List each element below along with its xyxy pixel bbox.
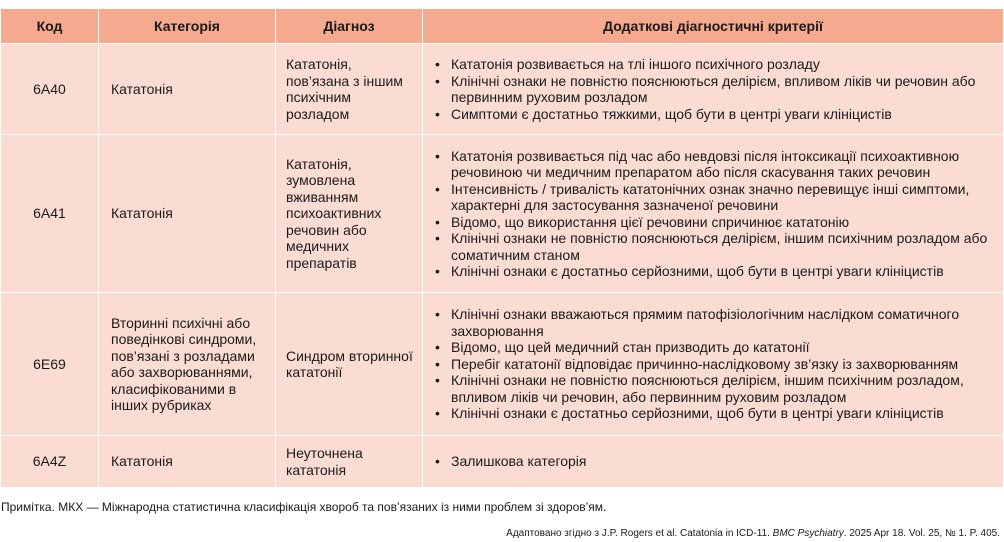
table-row xyxy=(1,44,1004,135)
table-row xyxy=(1,135,1004,293)
criterion-item: • Клінічні ознаки не повністю пояснюються делірієм, впливом ліків чи речовин або первинним руховим розладом xyxy=(433,73,997,106)
criterion-item: • Клінічні ознаки вважаються прямим патофізіологічним наслідком соматичного захворювання xyxy=(433,306,997,339)
row-diagnosis: Кататонія, пов’язана з іншим психічним розладом xyxy=(276,44,423,135)
criterion-item: • Клінічні ознаки є достатньо серйозними, щоб бути в центрі уваги клініцистів xyxy=(433,263,997,280)
row-criteria xyxy=(423,135,1004,293)
row-criteria xyxy=(423,44,1004,135)
header-code: Код xyxy=(1,9,99,44)
source-suffix: . 2025 Apr 18. Vol. 25, № 1. P. 405. xyxy=(843,528,1000,539)
row-criteria xyxy=(423,293,1004,436)
criterion-item: • Клінічні ознаки є достатньо серйозними, щоб бути в центрі уваги клініцистів xyxy=(433,405,997,422)
row-criteria xyxy=(423,436,1004,488)
header-diagnosis: Діагноз xyxy=(276,9,423,44)
row-diagnosis: Кататонія, зумовлена вживанням психоактивних речовин або медичних препаратів xyxy=(276,135,423,293)
criterion-item: • Перебіг кататонії відповідає причинно-наслідковому зв’язку із захворюванням xyxy=(433,356,997,373)
header-criteria: Додаткові діагностичні критерії xyxy=(423,9,1004,44)
row-code: 6E69 xyxy=(1,293,99,436)
source-journal: BMC Psychiatry xyxy=(772,528,844,539)
row-category: Вторинні психічні або поведінкові синдроми, пов’язані з розладами або захворюваннями, класифікованими в інших рубриках xyxy=(99,293,276,436)
row-category: Кататонія xyxy=(99,135,276,293)
criterion-item: • Клінічні ознаки не повністю пояснюються делірієм, іншим психічним розладом або соматичним станом xyxy=(433,230,997,263)
source-prefix: Адаптовано згідно з J.P. Rogers et al. Catatonia in ICD-11. xyxy=(506,528,773,539)
header-category: Категорія xyxy=(99,9,276,44)
criterion-item: • Кататонія розвивається на тлі іншого психічного розладу xyxy=(433,56,997,73)
table-row xyxy=(1,436,1004,488)
criterion-item: • Відомо, що цей медичний стан призводить до кататонії xyxy=(433,339,997,356)
source-citation xyxy=(506,528,1000,539)
criterion-item: • Кататонія розвивається під час або невдовзі після інтоксикації психоактивною речовиною чи медичним препаратом або після скасування таких речовин xyxy=(433,148,997,181)
row-diagnosis: Синдром вторинної кататонії xyxy=(276,293,423,436)
criterion-item: • Симптоми є достатньо тяжкими, щоб бути в центрі уваги клініцистів xyxy=(433,106,997,123)
row-category: Кататонія xyxy=(99,44,276,135)
criterion-item: • Залишкова категорія xyxy=(433,453,997,470)
criterion-item: • Інтенсивність / тривалість кататонічних ознак значно перевищує інші симптоми, характерні для застосування зазначеної речовини xyxy=(433,181,997,214)
table-row xyxy=(1,293,1004,436)
header-row xyxy=(1,9,1004,44)
row-code: 6A40 xyxy=(1,44,99,135)
criterion-item: • Відомо, що використання цієї речовини спричинює кататонію xyxy=(433,214,997,231)
row-diagnosis: Неуточнена кататонія xyxy=(276,436,423,488)
row-category: Кататонія xyxy=(99,436,276,488)
criteria-table xyxy=(0,8,1004,488)
table-note: Примітка. МКХ — Міжнародна статистична класифікація хвороб та пов’язаних із ними проблем зі здоров’ям. xyxy=(1,500,607,514)
row-code: 6A4Z xyxy=(1,436,99,488)
row-code: 6A41 xyxy=(1,135,99,293)
criterion-item: • Клінічні ознаки не повністю пояснюються делірієм, іншим психічним розладом, впливом ліків чи речовин, або первинним руховим розладом xyxy=(433,372,997,405)
